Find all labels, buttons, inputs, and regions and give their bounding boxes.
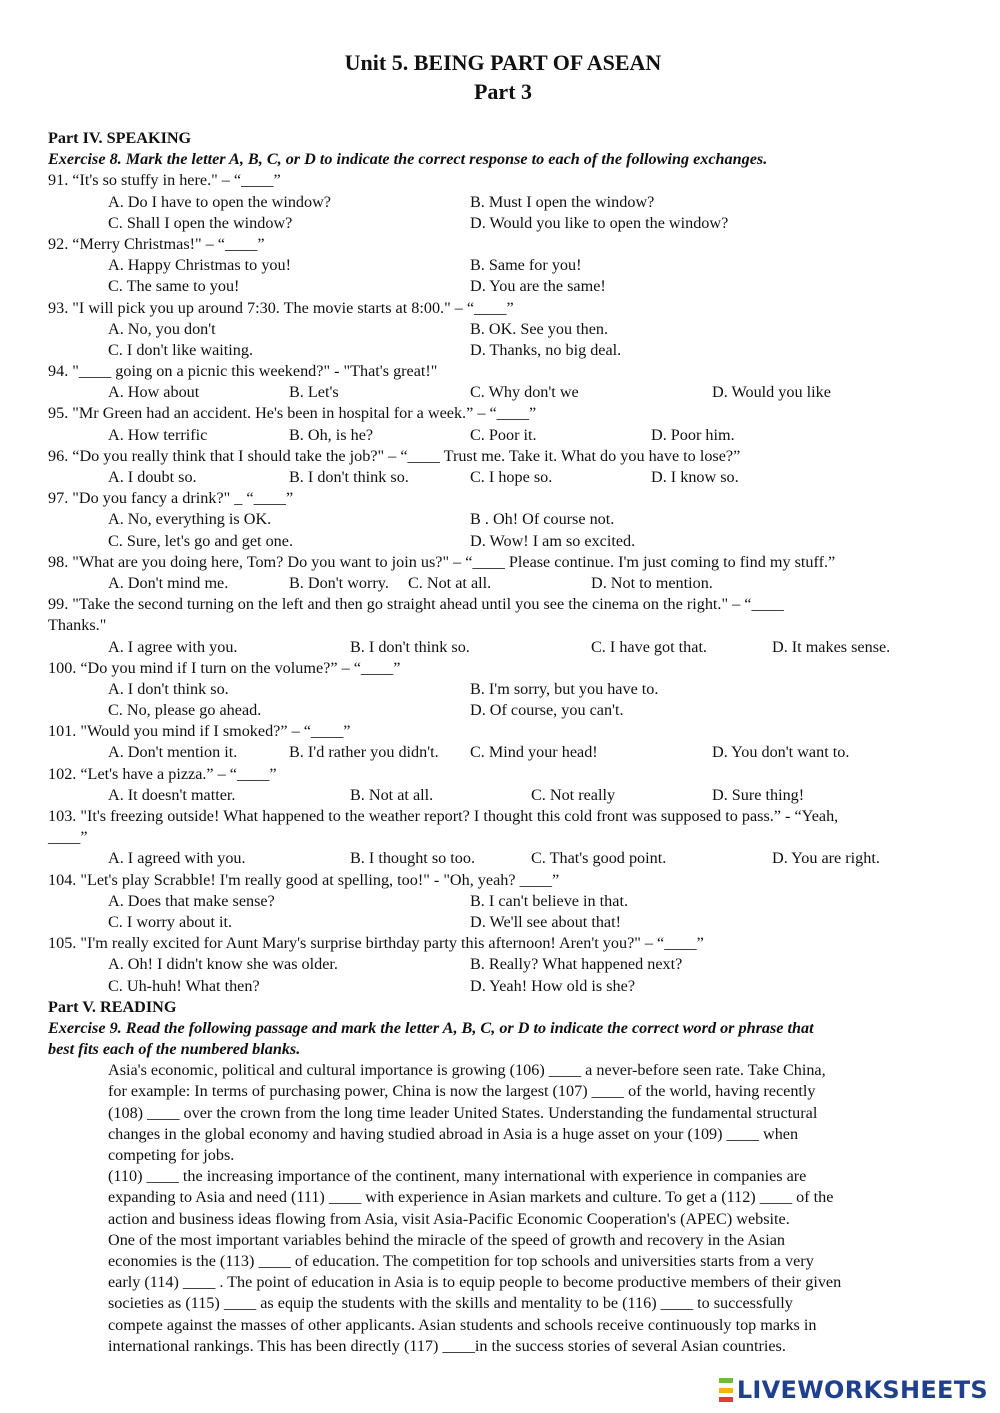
reading-instruction-line-1: Exercise 9. Read the following passage and mark the letter A, B, C, or D to indicate the correct word or phrase that [48, 1018, 814, 1037]
passage-line: compete against the masses of other applicants. Asian students and schools receive continuously top marks in [108, 1315, 817, 1334]
option-102-d[interactable]: D. Sure thing! [712, 785, 805, 804]
speaking-instruction: Exercise 8. Mark the letter A, B, C, or D to indicate the correct response to each of the following exchanges. [48, 150, 768, 169]
option-101-d[interactable]: D. You don't want to. [712, 743, 850, 762]
option-100-b[interactable]: B. I'm sorry, but you have to. [470, 679, 659, 698]
question-96: 96. “Do you really think that I should take the job?" – “____ Trust me. Take it. What do you have to lose?” [48, 446, 741, 465]
option-105-d[interactable]: D. Yeah! How old is she? [470, 976, 636, 995]
passage-line: (108) ____ over the crown from the long time leader United States. Understanding the fundamental structural [108, 1103, 818, 1122]
passage-line: action and business ideas flowing from Asia, visit Asia-Pacific Economic Cooperation's (APEC) website. [108, 1209, 790, 1228]
question-103-cont: ____” [48, 828, 88, 847]
option-104-a[interactable]: A. Does that make sense? [108, 891, 275, 910]
option-99-a[interactable]: A. I agree with you. [108, 637, 238, 656]
option-101-a[interactable]: A. Don't mention it. [108, 743, 238, 762]
option-95-d[interactable]: D. Poor him. [651, 425, 735, 444]
question-100: 100. “Do you mind if I turn on the volume?” – “____” [48, 658, 401, 677]
option-96-c[interactable]: C. I hope so. [470, 468, 553, 486]
option-105-b[interactable]: B. Really? What happened next? [470, 955, 683, 974]
option-101-c[interactable]: C. Mind your head! [470, 743, 598, 762]
option-93-d[interactable]: D. Thanks, no big deal. [470, 340, 622, 359]
page-subtitle: Part 3 [473, 79, 533, 104]
option-94-b[interactable]: B. Let's [289, 383, 339, 402]
liveworksheets-logo[interactable] [719, 1375, 988, 1405]
option-98-d[interactable]: D. Not to mention. [591, 573, 713, 592]
passage-line: competing for jobs. [108, 1146, 235, 1164]
option-95-c[interactable]: C. Poor it. [470, 425, 537, 444]
option-99-c[interactable]: C. I have got that. [591, 637, 707, 656]
passage-line: (110) ____ the increasing importance of the continent, many international with experience in companies are [108, 1167, 807, 1186]
question-93: 93. "I will pick you up around 7:30. The movie starts at 8:00." – “____” [48, 298, 514, 317]
question-105: 105. "I'm really excited for Aunt Mary's surprise birthday party this afternoon! Aren't you?" – “____” [48, 934, 704, 953]
question-102: 102. “Let's have a pizza.” – “____” [48, 764, 277, 783]
option-102-a[interactable]: A. It doesn't matter. [108, 785, 236, 804]
option-94-c[interactable]: C. Why don't we [470, 383, 579, 402]
question-101: 101. "Would you mind if I smoked?” – “____” [48, 722, 351, 741]
option-101-b[interactable]: B. I'd rather you didn't. [289, 743, 439, 762]
reading-heading: Part V. READING [48, 997, 177, 1016]
option-105-c[interactable]: C. Uh-huh! What then? [108, 976, 260, 995]
question-99: 99. "Take the second turning on the left and then go straight ahead until you see the cinema on the right." – “____ [48, 595, 784, 614]
option-94-d[interactable]: D. Would you like [712, 383, 831, 402]
question-95: 95. "Mr Green had an accident. He's been in hospital for a week.” – “____” [48, 404, 537, 423]
option-92-b[interactable]: B. Same for you! [470, 256, 582, 275]
option-96-b[interactable]: B. I don't think so. [289, 468, 409, 486]
option-99-b[interactable]: B. I don't think so. [350, 637, 470, 656]
question-98: 98. "What are you doing here, Tom? Do you want to join us?" – “____ Please continue. I'm just coming to find my stuff.” [48, 552, 836, 571]
option-103-a[interactable]: A. I agreed with you. [108, 849, 246, 868]
passage-line: expanding to Asia and need (111) ____ with experience in Asian markets and culture. To get a (112) ____ of the [108, 1188, 834, 1207]
page-title: Unit 5. BEING PART OF ASEAN [344, 50, 662, 75]
option-92-d[interactable]: D. You are the same! [470, 277, 606, 296]
passage-line: One of the most important variables behind the miracle of the speed of growth and recovery in the Asian [108, 1230, 785, 1249]
option-91-b[interactable]: B. Must I open the window? [470, 192, 655, 211]
option-94-a[interactable]: A. How about [108, 383, 200, 402]
question-99-cont: Thanks." [48, 616, 107, 635]
option-95-b[interactable]: B. Oh, is he? [289, 425, 374, 444]
option-103-c[interactable]: C. That's good point. [531, 849, 667, 868]
option-104-d[interactable]: D. We'll see about that! [470, 912, 622, 931]
option-91-c[interactable]: C. Shall I open the window? [108, 213, 293, 232]
option-93-a[interactable]: A. No, you don't [108, 319, 216, 338]
option-97-d[interactable]: D. Wow! I am so excited. [470, 531, 636, 550]
option-96-d[interactable]: D. I know so. [651, 468, 739, 486]
question-91: 91. “It's so stuffy in here." – “____” [48, 171, 281, 190]
question-103: 103. "It's freezing outside! What happened to the weather report? I thought this cold front was supposed to pass.” - “Yeah, [48, 807, 839, 825]
option-103-d[interactable]: D. You are right. [772, 849, 880, 868]
option-103-b[interactable]: B. I thought so too. [350, 849, 476, 868]
option-104-c[interactable]: C. I worry about it. [108, 912, 233, 931]
passage-line: changes in the global economy and having studied abroad in Asia is a huge asset on your (109) ____ when [108, 1124, 799, 1143]
option-95-a[interactable]: A. How terrific [108, 425, 208, 444]
option-100-d[interactable]: D. Of course, you can't. [470, 701, 624, 720]
option-99-d[interactable]: D. It makes sense. [772, 637, 891, 656]
option-102-c[interactable]: C. Not really [531, 785, 616, 804]
passage-line: Asia's economic, political and cultural importance is growing (106) ____ a never-before seen rate. Take China, [108, 1061, 826, 1080]
logo-text: LIVEWORKSHEETS [736, 1376, 988, 1404]
question-104: 104. "Let's play Scrabble! I'm really good at spelling, too!" - "Oh, yeah? ____” [48, 870, 560, 889]
option-105-a[interactable]: A. Oh! I didn't know she was older. [108, 955, 338, 974]
option-93-b[interactable]: B. OK. See you then. [470, 319, 609, 338]
option-102-b[interactable]: B. Not at all. [350, 785, 434, 804]
option-91-a[interactable]: A. Do I have to open the window? [108, 192, 331, 211]
option-96-a[interactable]: A. I doubt so. [108, 468, 197, 486]
speaking-heading: Part IV. SPEAKING [48, 129, 192, 147]
option-100-a[interactable]: A. I don't think so. [108, 679, 229, 698]
passage-line: economies is the (113) ____ of education. The competition for top schools and universities starts from a very [108, 1251, 814, 1270]
reading-passage [48, 1060, 958, 1357]
question-92: 92. “Merry Christmas!" – “____” [48, 234, 265, 253]
option-104-b[interactable]: B. I can't believe in that. [470, 891, 628, 910]
worksheet-page [48, 48, 958, 1357]
passage-line: international rankings. This has been directly (117) ____in the success stories of several Asian countries. [108, 1336, 786, 1355]
option-100-c[interactable]: C. No, please go ahead. [108, 701, 262, 720]
passage-line: societies as (115) ____ as equip the students with the skills and mentality to be (116) ____ to successfully [108, 1294, 793, 1313]
option-98-b[interactable]: B. Don't worry. [289, 573, 389, 592]
question-97: 97. "Do you fancy a drink?" _ “____” [48, 489, 294, 508]
option-97-a[interactable]: A. No, everything is OK. [108, 510, 272, 529]
passage-line: for example: In terms of purchasing power, China is now the largest (107) ____ of the world, having recently [108, 1082, 816, 1101]
logo-icon [719, 1378, 733, 1402]
option-93-c[interactable]: C. I don't like waiting. [108, 340, 253, 359]
option-97-b[interactable]: B . Oh! Of course not. [470, 510, 615, 529]
option-98-a[interactable]: A. Don't mind me. [108, 573, 229, 592]
reading-instruction-line-2: best fits each of the numbered blanks. [48, 1040, 301, 1059]
question-94: 94. "____ going on a picnic this weekend?" - "That's great!" [48, 362, 438, 381]
passage-line: early (114) ____ . The point of education in Asia is to equip people to become productive members of their given [108, 1273, 842, 1292]
option-97-c[interactable]: C. Sure, let's go and get one. [108, 531, 293, 550]
option-92-c[interactable]: C. The same to you! [108, 277, 240, 296]
option-91-d[interactable]: D. Would you like to open the window? [470, 213, 729, 232]
option-92-a[interactable]: A. Happy Christmas to you! [108, 256, 291, 275]
option-98-c[interactable]: C. Not at all. [408, 573, 492, 592]
